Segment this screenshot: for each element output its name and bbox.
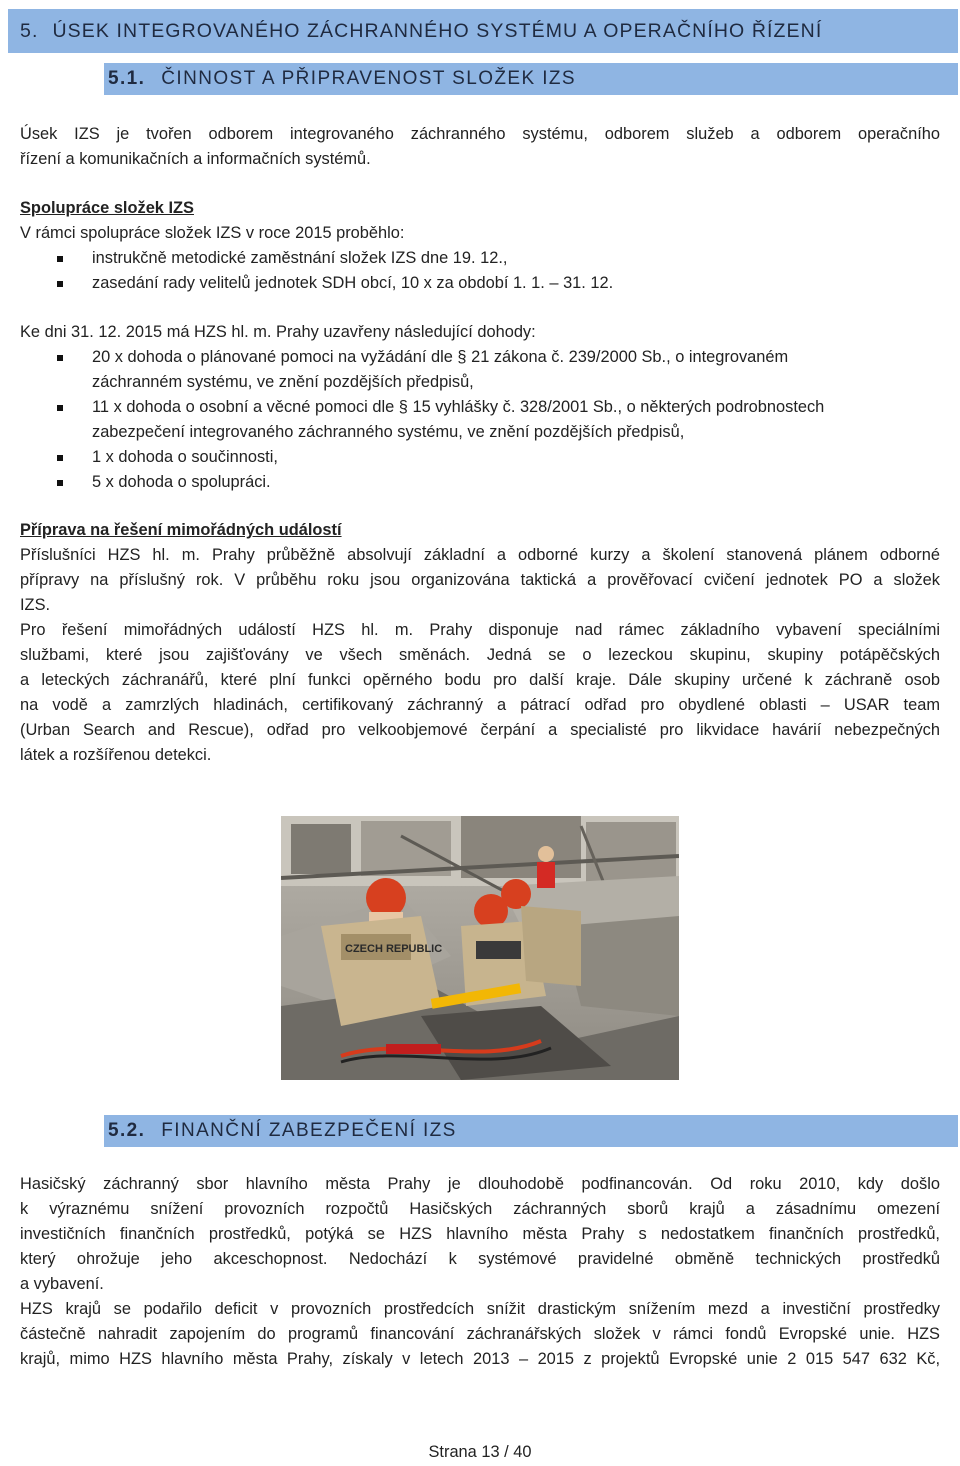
bullet-icon — [57, 480, 63, 486]
paragraph-line: investičních finančních prostředků, potýká se HZS hlavního města Prahy s nedostatkem finančních prostředků, — [20, 1225, 940, 1243]
section-title: FINANČNÍ ZABEZPEČENÍ IZS — [161, 1120, 457, 1141]
section-heading-5-2 — [104, 1115, 958, 1147]
paragraph-line: řízení a komunikačních a informačních systémů. — [20, 150, 371, 168]
bullet-icon — [57, 405, 63, 411]
financing-block — [20, 1172, 940, 1372]
paragraph-line: Pro řešení mimořádných událostí HZS hl. m. Prahy disponuje nad rámec základního vybavení speciálními — [20, 621, 940, 639]
agreements-list — [20, 345, 940, 495]
bullet-icon — [57, 281, 63, 287]
list-item: 20 x dohoda o plánované pomoci na vyžádání dle § 21 zákona č. 239/2000 Sb., o integrovaném záchranném systému, ve znění pozdějších předpisů, — [20, 345, 940, 395]
paragraph-line: krajů, mimo HZS hlavního města Prahy, získaly v letech 2013 – 2015 z projektů Evropské unie 2 015 547 632 Kč, — [20, 1350, 940, 1368]
agreements-lead: Ke dni 31. 12. 2015 má HZS hl. m. Prahy uzavřeny následující dohody: — [20, 323, 536, 341]
subheading-cooperation: Spolupráce složek IZS — [20, 199, 194, 217]
paragraph-line: přípravy na příslušný rok. V průběhu roku jsou organizována taktická a prověřovací cvičení jednotek PO a složek — [20, 571, 940, 589]
paragraph-line: který ohrožuje jeho akceschopnost. Nedochází k systémové pravidelné obměně technických prostředků — [20, 1250, 940, 1268]
list-item: zasedání rady velitelů jednotek SDH obcí, 10 x za období 1. 1. – 31. 12. — [20, 271, 940, 296]
paragraph-line: částečně nahradit zapojením do programů financování záchranářských složek v rámci fondů Evropské unie. HZS — [20, 1325, 940, 1343]
cooperation-lead: V rámci spolupráce složek IZS v roce 2015 proběhlo: — [20, 224, 405, 242]
rescue-photo — [281, 816, 679, 1080]
section-heading-5-1 — [104, 63, 958, 95]
chapter-heading — [8, 9, 958, 53]
section-title: ČINNOST A PŘIPRAVENOST SLOŽEK IZS — [161, 68, 576, 89]
paragraph-line: Hasičský záchranný sbor hlavního města Prahy je dlouhodobě podfinancován. Od roku 2010, kdy došlo — [20, 1175, 940, 1193]
paragraph-line: a leteckých záchranářů, které plní funkci opěrného bodu pro další kraje. Dále skupiny určené k záchraně osob — [20, 671, 940, 689]
paragraph-line: HZS krajů se podařilo deficit v provozních prostředcích snížit drastickým snížením mezd a investiční prostředky — [20, 1300, 940, 1318]
bullet-icon — [57, 455, 63, 461]
list-item: 11 x dohoda o osobní a věcné pomoci dle § 15 vyhlášky č. 328/2001 Sb., o některých podrobnostech zabezpečení integrovaného záchranného systému, ve znění pozdějších předpisů, — [20, 395, 940, 445]
paragraph-line: látek a rozšířenou detekci. — [20, 746, 212, 764]
preparation-block — [20, 518, 940, 768]
cooperation-list — [20, 246, 940, 296]
chapter-number: 5. — [20, 19, 39, 42]
paragraph-line: (Urban Search and Rescue), odřad pro velkoobjemové čerpání a specialisté pro likvidace havárií nebezpečných — [20, 721, 940, 739]
list-item: 1 x dohoda o součinnosti, — [20, 445, 940, 470]
paragraph-line: a vybavení. — [20, 1275, 104, 1293]
paragraph-line: na vodě a zamrzlých hladinách, certifikovaný záchranný a pátrací odřad pro obydlené oblasti – USAR team — [20, 696, 940, 714]
cooperation-block — [20, 196, 940, 296]
paragraph-line: IZS. — [20, 596, 51, 614]
section-number: 5.2. — [108, 1120, 146, 1141]
bullet-icon — [57, 355, 63, 361]
section-number: 5.1. — [108, 68, 146, 89]
paragraph-line: službami, které jsou zajišťovány ve všech směnách. Jedná se o lezeckou skupinu, skupiny potápěčských — [20, 646, 940, 664]
page-number: Strana 13 / 40 — [428, 1443, 532, 1461]
chapter-title: ÚSEK INTEGROVANÉHO ZÁCHRANNÉHO SYSTÉMU A OPERAČNÍHO ŘÍZENÍ — [52, 19, 823, 42]
agreements-block — [20, 320, 940, 495]
paragraph-line: Příslušníci HZS hl. m. Prahy průběžně absolvují základní a odborné kurzy a školení stanovená plánem odborné — [20, 546, 940, 564]
subheading-preparation: Příprava na řešení mimořádných událostí — [20, 521, 342, 539]
paragraph-line: Úsek IZS je tvořen odborem integrovaného záchranného systému, odborem služeb a odborem operačního — [20, 125, 940, 143]
bullet-icon — [57, 256, 63, 262]
paragraph-line: k výraznému snížení provozních rozpočtů Hasičských záchranných sborů krajů a zásadnímu omezení — [20, 1200, 940, 1218]
intro-paragraph — [20, 122, 940, 172]
list-item: 5 x dohoda o spolupráci. — [20, 470, 940, 495]
vest-text: CZECH REPUBLIC — [345, 943, 443, 955]
list-item: instrukčně metodické zaměstnání složek IZS dne 19. 12., — [20, 246, 940, 271]
